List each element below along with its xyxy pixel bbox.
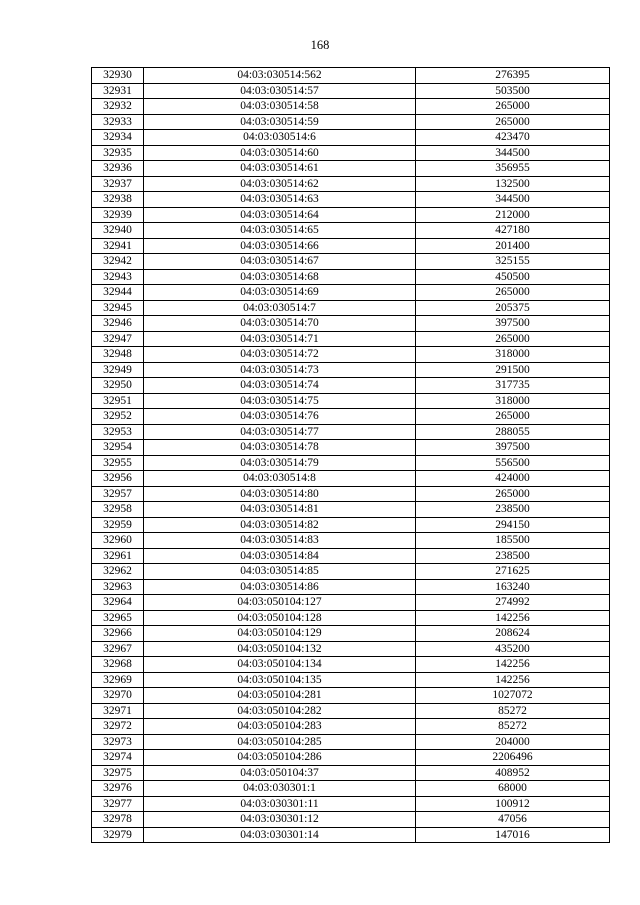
- table-row: [92, 564, 610, 580]
- value-cell: 317735: [416, 378, 610, 394]
- cadastral-number-cell: 04:03:030514:71: [144, 331, 416, 347]
- table-row: [92, 595, 610, 611]
- table-row: [92, 672, 610, 688]
- value-cell: 408952: [416, 765, 610, 781]
- row-number-cell: 32930: [92, 68, 144, 84]
- cadastral-number-cell: 04:03:030514:64: [144, 207, 416, 223]
- cadastral-number-cell: 04:03:030514:57: [144, 83, 416, 99]
- value-cell: 288055: [416, 424, 610, 440]
- cadastral-number-cell: 04:03:030514:75: [144, 393, 416, 409]
- row-number-cell: 32974: [92, 750, 144, 766]
- cadastral-number-cell: 04:03:030514:63: [144, 192, 416, 208]
- table-row: [92, 579, 610, 595]
- row-number-cell: 32946: [92, 316, 144, 332]
- row-number-cell: 32961: [92, 548, 144, 564]
- cadastral-number-cell: 04:03:030514:70: [144, 316, 416, 332]
- value-cell: 100912: [416, 796, 610, 812]
- row-number-cell: 32940: [92, 223, 144, 239]
- cadastral-number-cell: 04:03:030514:74: [144, 378, 416, 394]
- value-cell: 265000: [416, 285, 610, 301]
- table-row: [92, 502, 610, 518]
- value-cell: 435200: [416, 641, 610, 657]
- cadastral-number-cell: 04:03:050104:281: [144, 688, 416, 704]
- value-cell: 201400: [416, 238, 610, 254]
- table-row: [92, 533, 610, 549]
- table-row: [92, 424, 610, 440]
- value-cell: 265000: [416, 409, 610, 425]
- table-row: [92, 610, 610, 626]
- row-number-cell: 32957: [92, 486, 144, 502]
- table-row: [92, 145, 610, 161]
- table-row: [92, 347, 610, 363]
- value-cell: 238500: [416, 548, 610, 564]
- table-row: [92, 114, 610, 130]
- row-number-cell: 32951: [92, 393, 144, 409]
- row-number-cell: 32962: [92, 564, 144, 580]
- cadastral-number-cell: 04:03:030301:1: [144, 781, 416, 797]
- table-row: [92, 331, 610, 347]
- table-row: [92, 440, 610, 456]
- value-cell: 271625: [416, 564, 610, 580]
- cadastral-number-cell: 04:03:050104:282: [144, 703, 416, 719]
- value-cell: 325155: [416, 254, 610, 270]
- row-number-cell: 32945: [92, 300, 144, 316]
- row-number-cell: 32973: [92, 734, 144, 750]
- cadastral-number-cell: 04:03:030514:86: [144, 579, 416, 595]
- table-row: [92, 812, 610, 828]
- cadastral-number-cell: 04:03:030514:66: [144, 238, 416, 254]
- value-cell: 424000: [416, 471, 610, 487]
- cadastral-number-cell: 04:03:030301:14: [144, 827, 416, 843]
- value-cell: 265000: [416, 486, 610, 502]
- cadastral-number-cell: 04:03:030514:58: [144, 99, 416, 115]
- table-row: [92, 362, 610, 378]
- value-cell: 205375: [416, 300, 610, 316]
- value-cell: 556500: [416, 455, 610, 471]
- cadastral-number-cell: 04:03:050104:127: [144, 595, 416, 611]
- table-row: [92, 781, 610, 797]
- table-row: [92, 548, 610, 564]
- value-cell: 276395: [416, 68, 610, 84]
- cadastral-number-cell: 04:03:030514:76: [144, 409, 416, 425]
- cadastral-number-cell: 04:03:030514:6: [144, 130, 416, 146]
- table-row: [92, 130, 610, 146]
- value-cell: 163240: [416, 579, 610, 595]
- table-row: [92, 300, 610, 316]
- value-cell: 2206496: [416, 750, 610, 766]
- value-cell: 294150: [416, 517, 610, 533]
- row-number-cell: 32954: [92, 440, 144, 456]
- row-number-cell: 32949: [92, 362, 144, 378]
- cadastral-number-cell: 04:03:030514:67: [144, 254, 416, 270]
- value-cell: 204000: [416, 734, 610, 750]
- value-cell: 503500: [416, 83, 610, 99]
- value-cell: 291500: [416, 362, 610, 378]
- cadastral-number-cell: 04:03:030514:82: [144, 517, 416, 533]
- value-cell: 397500: [416, 316, 610, 332]
- row-number-cell: 32979: [92, 827, 144, 843]
- value-cell: 68000: [416, 781, 610, 797]
- cadastral-number-cell: 04:03:030514:60: [144, 145, 416, 161]
- page-number: 168: [310, 38, 330, 52]
- table-row: [92, 269, 610, 285]
- table-row: [92, 703, 610, 719]
- cadastral-number-cell: 04:03:030514:65: [144, 223, 416, 239]
- cadastral-number-cell: 04:03:030514:84: [144, 548, 416, 564]
- cadastral-number-cell: 04:03:030514:7: [144, 300, 416, 316]
- value-cell: 85272: [416, 703, 610, 719]
- row-number-cell: 32931: [92, 83, 144, 99]
- value-cell: 450500: [416, 269, 610, 285]
- row-number-cell: 32943: [92, 269, 144, 285]
- value-cell: 132500: [416, 176, 610, 192]
- cadastral-number-cell: 04:03:030514:68: [144, 269, 416, 285]
- table-row: [92, 285, 610, 301]
- table-row: [92, 99, 610, 115]
- cadastral-number-cell: 04:03:030514:81: [144, 502, 416, 518]
- row-number-cell: 32936: [92, 161, 144, 177]
- row-number-cell: 32950: [92, 378, 144, 394]
- value-cell: 423470: [416, 130, 610, 146]
- row-number-cell: 32976: [92, 781, 144, 797]
- table-row: [92, 238, 610, 254]
- registry-table: [91, 67, 610, 843]
- row-number-cell: 32942: [92, 254, 144, 270]
- cadastral-number-cell: 04:03:050104:135: [144, 672, 416, 688]
- row-number-cell: 32947: [92, 331, 144, 347]
- row-number-cell: 32959: [92, 517, 144, 533]
- cadastral-number-cell: 04:03:050104:129: [144, 626, 416, 642]
- table-row: [92, 796, 610, 812]
- cadastral-number-cell: 04:03:030514:69: [144, 285, 416, 301]
- value-cell: 265000: [416, 114, 610, 130]
- value-cell: 265000: [416, 331, 610, 347]
- row-number-cell: 32953: [92, 424, 144, 440]
- row-number-cell: 32975: [92, 765, 144, 781]
- row-number-cell: 32938: [92, 192, 144, 208]
- value-cell: 318000: [416, 393, 610, 409]
- value-cell: 344500: [416, 192, 610, 208]
- table-row: [92, 750, 610, 766]
- row-number-cell: 32934: [92, 130, 144, 146]
- value-cell: 85272: [416, 719, 610, 735]
- value-cell: 274992: [416, 595, 610, 611]
- value-cell: 356955: [416, 161, 610, 177]
- cadastral-number-cell: 04:03:030514:73: [144, 362, 416, 378]
- row-number-cell: 32935: [92, 145, 144, 161]
- value-cell: 344500: [416, 145, 610, 161]
- row-number-cell: 32958: [92, 502, 144, 518]
- row-number-cell: 32967: [92, 641, 144, 657]
- table-row: [92, 83, 610, 99]
- value-cell: 265000: [416, 99, 610, 115]
- row-number-cell: 32941: [92, 238, 144, 254]
- table-row: [92, 176, 610, 192]
- cadastral-number-cell: 04:03:030514:562: [144, 68, 416, 84]
- table-row: [92, 223, 610, 239]
- value-cell: 142256: [416, 657, 610, 673]
- value-cell: 427180: [416, 223, 610, 239]
- cadastral-number-cell: 04:03:030514:77: [144, 424, 416, 440]
- cadastral-number-cell: 04:03:030514:85: [144, 564, 416, 580]
- table-row: [92, 734, 610, 750]
- row-number-cell: 32955: [92, 455, 144, 471]
- table-row: [92, 827, 610, 843]
- table-row: [92, 378, 610, 394]
- cadastral-number-cell: 04:03:030514:72: [144, 347, 416, 363]
- row-number-cell: 32968: [92, 657, 144, 673]
- row-number-cell: 32944: [92, 285, 144, 301]
- table-row: [92, 657, 610, 673]
- value-cell: 142256: [416, 610, 610, 626]
- cadastral-number-cell: 04:03:030514:79: [144, 455, 416, 471]
- row-number-cell: 32970: [92, 688, 144, 704]
- cadastral-number-cell: 04:03:030514:83: [144, 533, 416, 549]
- table-row: [92, 393, 610, 409]
- value-cell: 147016: [416, 827, 610, 843]
- cadastral-number-cell: 04:03:030301:12: [144, 812, 416, 828]
- row-number-cell: 32963: [92, 579, 144, 595]
- value-cell: 238500: [416, 502, 610, 518]
- row-number-cell: 32964: [92, 595, 144, 611]
- cadastral-number-cell: 04:03:050104:283: [144, 719, 416, 735]
- table-row: [92, 68, 610, 84]
- value-cell: 142256: [416, 672, 610, 688]
- row-number-cell: 32956: [92, 471, 144, 487]
- table-row: [92, 688, 610, 704]
- table-row: [92, 517, 610, 533]
- cadastral-number-cell: 04:03:030514:61: [144, 161, 416, 177]
- table-row: [92, 486, 610, 502]
- cadastral-number-cell: 04:03:030514:62: [144, 176, 416, 192]
- cadastral-number-cell: 04:03:050104:286: [144, 750, 416, 766]
- row-number-cell: 32966: [92, 626, 144, 642]
- value-cell: 212000: [416, 207, 610, 223]
- row-number-cell: 32933: [92, 114, 144, 130]
- value-cell: 1027072: [416, 688, 610, 704]
- value-cell: 47056: [416, 812, 610, 828]
- row-number-cell: 32939: [92, 207, 144, 223]
- table-row: [92, 471, 610, 487]
- row-number-cell: 32971: [92, 703, 144, 719]
- row-number-cell: 32972: [92, 719, 144, 735]
- table-row: [92, 192, 610, 208]
- table-row: [92, 254, 610, 270]
- table-row: [92, 409, 610, 425]
- value-cell: 208624: [416, 626, 610, 642]
- row-number-cell: 32977: [92, 796, 144, 812]
- cadastral-number-cell: 04:03:050104:134: [144, 657, 416, 673]
- table-row: [92, 207, 610, 223]
- row-number-cell: 32952: [92, 409, 144, 425]
- value-cell: 185500: [416, 533, 610, 549]
- cadastral-number-cell: 04:03:030514:59: [144, 114, 416, 130]
- cadastral-number-cell: 04:03:030514:8: [144, 471, 416, 487]
- cadastral-number-cell: 04:03:050104:128: [144, 610, 416, 626]
- table-row: [92, 626, 610, 642]
- table-row: [92, 455, 610, 471]
- table-row: [92, 641, 610, 657]
- table-row: [92, 316, 610, 332]
- value-cell: 397500: [416, 440, 610, 456]
- row-number-cell: 32965: [92, 610, 144, 626]
- cadastral-number-cell: 04:03:030301:11: [144, 796, 416, 812]
- table-row: [92, 161, 610, 177]
- cadastral-number-cell: 04:03:030514:80: [144, 486, 416, 502]
- row-number-cell: 32969: [92, 672, 144, 688]
- value-cell: 318000: [416, 347, 610, 363]
- row-number-cell: 32978: [92, 812, 144, 828]
- cadastral-number-cell: 04:03:050104:132: [144, 641, 416, 657]
- cadastral-number-cell: 04:03:050104:285: [144, 734, 416, 750]
- row-number-cell: 32937: [92, 176, 144, 192]
- cadastral-number-cell: 04:03:050104:37: [144, 765, 416, 781]
- table-row: [92, 719, 610, 735]
- table-row: [92, 765, 610, 781]
- row-number-cell: 32932: [92, 99, 144, 115]
- cadastral-number-cell: 04:03:030514:78: [144, 440, 416, 456]
- row-number-cell: 32960: [92, 533, 144, 549]
- row-number-cell: 32948: [92, 347, 144, 363]
- registry-table-body: [92, 68, 610, 843]
